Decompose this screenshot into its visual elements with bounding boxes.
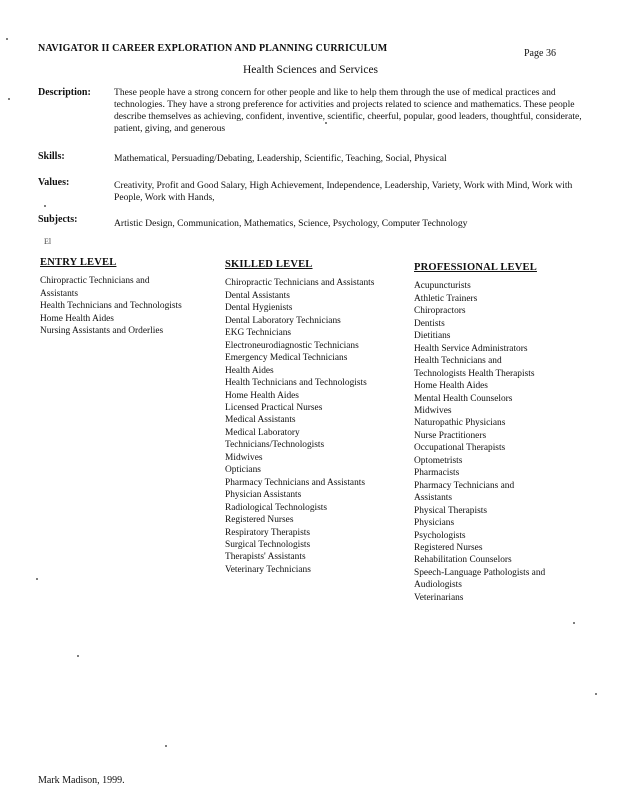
entry-level-column xyxy=(40,257,182,338)
description-text: These people have a strong concern for other people and like to help them through the use of medical practices and technologies. They have a strong preference for activities and projects related to science and mathematics. These people describe themselves as achieving, confident, inventive, scientific, cheerful, popular, good leaders, thoughtful, considerate, patient, giving, and generous xyxy=(114,87,582,134)
list-item: Midwives xyxy=(225,452,263,463)
skilled-level-column xyxy=(225,259,374,576)
professional-level-list xyxy=(414,280,545,604)
list-item: Dental Assistants xyxy=(225,290,290,301)
skilled-level-list xyxy=(225,277,374,576)
list-item: Medical Laboratory xyxy=(225,427,300,438)
list-item: Technologists Health Therapists xyxy=(414,368,535,379)
list-item: Respiratory Therapists xyxy=(225,527,310,538)
list-item: Health Service Administrators xyxy=(414,343,528,354)
scan-speck xyxy=(595,693,597,695)
list-item: Acupuncturists xyxy=(414,281,471,292)
list-item: Dental Laboratory Technicians xyxy=(225,315,341,326)
list-item: Psychologists xyxy=(414,530,466,541)
list-item: Medical Assistants xyxy=(225,415,296,426)
scan-speck xyxy=(36,578,38,580)
list-item: Speech-Language Pathologists and xyxy=(414,567,546,578)
list-item: Electroneurodiagnostic Technicians xyxy=(225,340,359,351)
list-item: Veterinary Technicians xyxy=(225,564,311,575)
list-item: Chiropractors xyxy=(414,306,466,317)
page-title: Health Sciences and Services xyxy=(242,64,379,76)
list-item: Pharmacy Technicians and Assistants xyxy=(225,477,366,488)
list-item: Therapists' Assistants xyxy=(225,552,306,563)
list-item: Health Technicians and Technologists xyxy=(40,301,182,312)
list-item: Athletic Trainers xyxy=(414,293,478,304)
list-item: Emergency Medical Technicians xyxy=(225,353,348,364)
list-item: EKG Technicians xyxy=(225,328,292,339)
margin-mark: El xyxy=(44,237,52,246)
list-item: Health Technicians and xyxy=(414,356,502,367)
entry-level-list xyxy=(40,275,182,337)
list-item: Assistants xyxy=(414,493,453,504)
professional-level-heading: PROFESSIONAL LEVEL xyxy=(414,262,537,273)
skills-text: Mathematical, Persuading/Debating, Leadership, Scientific, Teaching, Social, Physical xyxy=(114,153,447,164)
scan-speck xyxy=(165,745,167,747)
list-item: Pharmacy Technicians and xyxy=(414,480,515,491)
list-item: Registered Nurses xyxy=(225,515,294,526)
list-item: Home Health Aides xyxy=(40,313,114,324)
list-item: Radiological Technologists xyxy=(225,502,328,513)
entry-level-heading: ENTRY LEVEL xyxy=(40,257,117,268)
subjects-label: Subjects: xyxy=(38,214,78,225)
description-label: Description: xyxy=(38,87,91,98)
list-item: Chiropractic Technicians and xyxy=(40,276,150,287)
professional-level-column xyxy=(414,262,545,604)
page-number: Page 36 xyxy=(524,48,556,59)
list-item: Registered Nurses xyxy=(414,542,483,553)
list-item: Licensed Practical Nurses xyxy=(225,402,323,413)
list-item: Assistants xyxy=(40,288,79,299)
scan-speck xyxy=(77,655,79,657)
list-item: Occupational Therapists xyxy=(414,443,506,454)
skilled-level-heading: SKILLED LEVEL xyxy=(225,259,313,270)
list-item: Chiropractic Technicians and Assistants xyxy=(225,278,375,289)
curriculum-header: NAVIGATOR II CAREER EXPLORATION AND PLANNING CURRICULUM xyxy=(38,43,388,54)
scan-speck xyxy=(6,38,8,40)
list-item: Dental Hygienists xyxy=(225,303,293,314)
list-item: Veterinarians xyxy=(414,592,464,603)
list-item: Physicians xyxy=(414,518,455,529)
scan-speck xyxy=(44,205,46,207)
subjects-text: Artistic Design, Communication, Mathematics, Science, Psychology, Computer Technology xyxy=(114,218,468,229)
list-item: Rehabilitation Counselors xyxy=(414,555,512,566)
list-item: Mental Health Counselors xyxy=(414,393,513,404)
list-item: Nursing Assistants and Orderlies xyxy=(40,326,164,337)
list-item: Optometrists xyxy=(414,455,463,466)
list-item: Health Aides xyxy=(225,365,274,376)
list-item: Naturopathic Physicians xyxy=(414,418,506,429)
list-item: Nurse Practitioners xyxy=(414,430,487,441)
list-item: Audiologists xyxy=(414,580,462,591)
values-label: Values: xyxy=(38,177,70,188)
scan-speck xyxy=(573,622,575,624)
list-item: Midwives xyxy=(414,405,452,416)
list-item: Dentists xyxy=(414,318,445,329)
list-item: Technicians/Technologists xyxy=(225,440,325,451)
footer-credit: Mark Madison, 1999. xyxy=(38,775,125,786)
scan-speck xyxy=(8,98,10,100)
values-text: Creativity, Profit and Good Salary, High Achievement, Independence, Leadership, Variety, Work with Mind, Work with People, Work with Hands, xyxy=(114,180,573,203)
scan-speck xyxy=(325,122,327,124)
list-item: Surgical Technologists xyxy=(225,539,311,550)
list-item: Home Health Aides xyxy=(414,381,488,392)
list-item: Physical Therapists xyxy=(414,505,487,516)
skills-label: Skills: xyxy=(38,151,65,162)
list-item: Dietitians xyxy=(414,331,451,342)
list-item: Opticians xyxy=(225,465,261,476)
list-item: Health Technicians and Technologists xyxy=(225,378,367,389)
list-item: Physician Assistants xyxy=(225,490,302,501)
list-item: Home Health Aides xyxy=(225,390,299,401)
list-item: Pharmacists xyxy=(414,468,460,479)
